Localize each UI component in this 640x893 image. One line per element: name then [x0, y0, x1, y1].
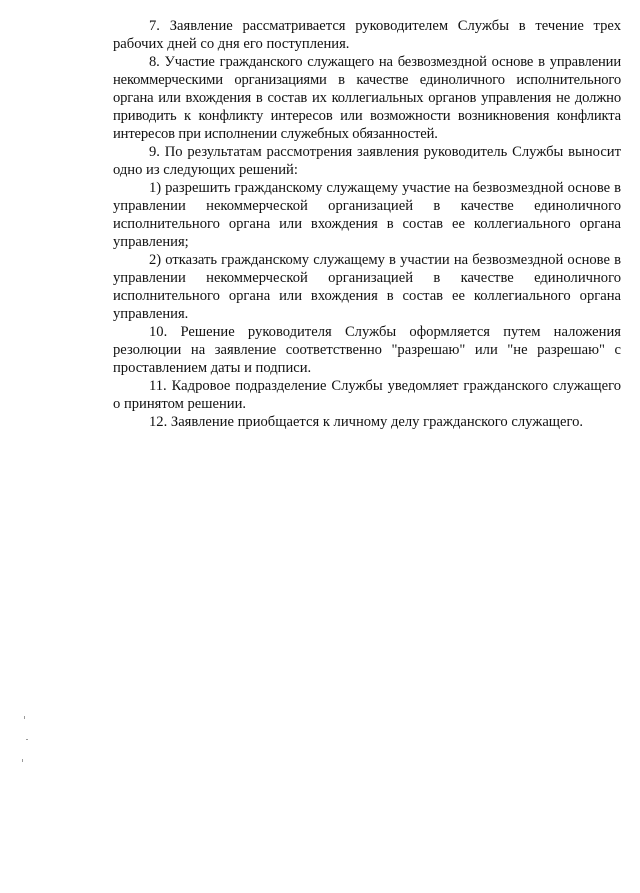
scan-artifact	[26, 739, 28, 740]
paragraph-9: 9. По результатам рассмотрения заявления руководитель Службы выносит одно из следующих решений:	[113, 144, 621, 178]
scan-artifact	[22, 759, 23, 762]
document-body	[113, 17, 621, 431]
paragraph-8: 8. Участие гражданского служащего на безвозмездной основе в управлении некоммерческими организациями в качестве единоличного исполнительного органа или вхождения в состав их коллегиальных органов управления не должно приводить к конфликту интересов или возможности возникновения конфликта интересов при исполнении служебных обязанностей.	[113, 54, 621, 142]
paragraph-9-option-2: 2) отказать гражданскому служащему в участии на безвозмездной основе в управлении некоммерческой организацией в качестве единоличного исполнительного органа или вхождения в состав ее коллегиального органа управления.	[113, 252, 621, 322]
paragraph-9-option-1: 1) разрешить гражданскому служащему участие на безвозмездной основе в управлении некоммерческой организацией в качестве единоличного исполнительного органа или вхождения в состав ее коллегиального органа управления;	[113, 180, 621, 250]
paragraph-11: 11. Кадровое подразделение Службы уведомляет гражданского служащего о принятом решении.	[113, 378, 621, 412]
paragraph-12: 12. Заявление приобщается к личному делу гражданского служащего.	[149, 414, 584, 430]
scan-artifact	[24, 716, 25, 719]
paragraph-7: 7. Заявление рассматривается руководителем Службы в течение трех рабочих дней со дня его поступления.	[113, 18, 621, 52]
paragraph-10: 10. Решение руководителя Службы оформляется путем наложения резолюции на заявление соответственно "разрешаю" или "не разрешаю" с проставлением даты и подписи.	[113, 324, 621, 376]
